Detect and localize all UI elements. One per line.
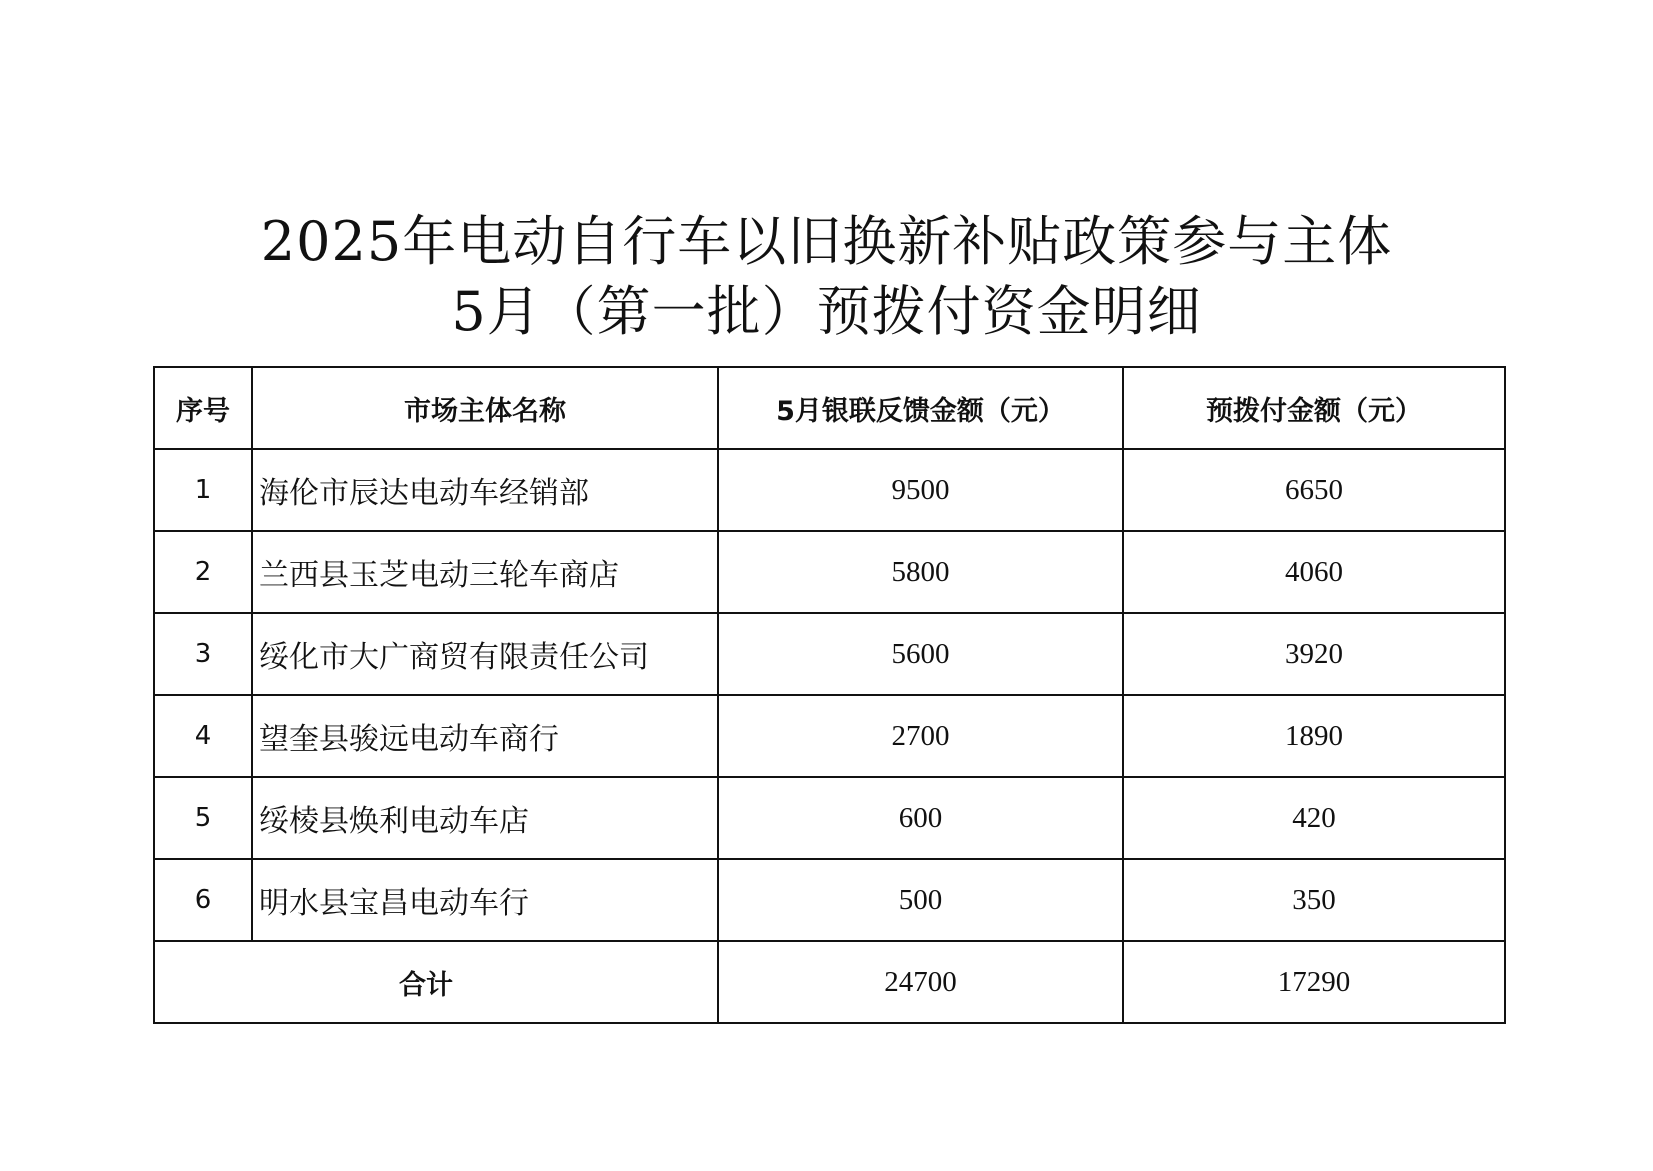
row-seq: 4 — [154, 695, 252, 777]
table-row — [154, 859, 1505, 941]
row-entity-name: 兰西县玉芝电动三轮车商店 — [252, 531, 718, 613]
row-entity-name: 绥棱县焕利电动车店 — [252, 777, 718, 859]
table-row — [154, 777, 1505, 859]
total-row — [154, 941, 1505, 1023]
table-header-row — [154, 367, 1505, 449]
row-seq: 5 — [154, 777, 252, 859]
table-row — [154, 695, 1505, 777]
table-row — [154, 613, 1505, 695]
row-feedback-amount: 5800 — [718, 531, 1123, 613]
row-prepay-amount: 4060 — [1123, 531, 1505, 613]
row-feedback-amount: 600 — [718, 777, 1123, 859]
header-prepay-amount: 预拨付金额（元） — [1123, 367, 1505, 449]
row-prepay-amount: 6650 — [1123, 449, 1505, 531]
row-seq: 2 — [154, 531, 252, 613]
row-entity-name: 望奎县骏远电动车商行 — [252, 695, 718, 777]
header-feedback-amount: 5月银联反馈金额（元） — [718, 367, 1123, 449]
row-entity-name: 绥化市大广商贸有限责任公司 — [252, 613, 718, 695]
table-row — [154, 449, 1505, 531]
total-feedback-amount: 24700 — [718, 941, 1123, 1023]
row-entity-name: 明水县宝昌电动车行 — [252, 859, 718, 941]
row-feedback-amount: 5600 — [718, 613, 1123, 695]
row-feedback-amount: 2700 — [718, 695, 1123, 777]
total-label: 合计 — [154, 941, 718, 1023]
row-feedback-amount: 9500 — [718, 449, 1123, 531]
page-title-line-1: 2025年电动自行车以旧换新补贴政策参与主体 — [260, 210, 1393, 273]
header-seq: 序号 — [154, 367, 252, 449]
row-seq: 3 — [154, 613, 252, 695]
row-seq: 1 — [154, 449, 252, 531]
header-entity-name: 市场主体名称 — [252, 367, 718, 449]
row-entity-name: 海伦市辰达电动车经销部 — [252, 449, 718, 531]
row-prepay-amount: 420 — [1123, 777, 1505, 859]
row-prepay-amount: 350 — [1123, 859, 1505, 941]
row-prepay-amount: 1890 — [1123, 695, 1505, 777]
row-prepay-amount: 3920 — [1123, 613, 1505, 695]
fund-detail-table — [153, 366, 1506, 1024]
table-row — [154, 531, 1505, 613]
page-title-line-2: 5月（第一批）预拨付资金明细 — [451, 280, 1202, 343]
row-seq: 6 — [154, 859, 252, 941]
row-feedback-amount: 500 — [718, 859, 1123, 941]
total-prepay-amount: 17290 — [1123, 941, 1505, 1023]
